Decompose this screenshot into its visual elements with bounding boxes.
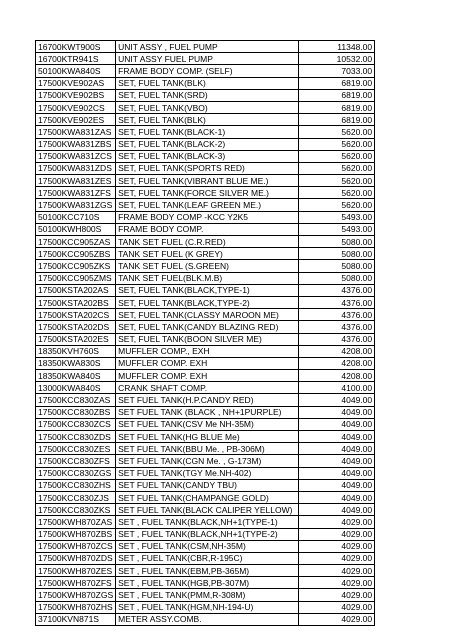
description-cell: SET , FUEL TANK(BLACK,NH+1(TYPE-1) [116, 516, 299, 528]
table-row [36, 516, 375, 528]
table-row [36, 236, 375, 248]
description-cell: SET, FUEL TANK(BLACK-2) [116, 138, 299, 150]
description-cell: SET, FUEL TANK(SPORTS RED) [116, 162, 299, 174]
part-number-cell: 17500KCC905ZKS [36, 260, 116, 272]
part-number-cell: 17500KWH870ZCS [36, 540, 116, 552]
table-row [36, 53, 375, 65]
table-row [36, 455, 375, 467]
price-cell: 5620.00 [299, 126, 375, 138]
description-cell: SET, FUEL TANK(BLACK,TYPE-2) [116, 296, 299, 308]
price-cell: 4049.00 [299, 491, 375, 503]
part-number-cell: 17500KCC905ZMS [36, 272, 116, 284]
table-row [36, 41, 375, 53]
price-cell: 5620.00 [299, 162, 375, 174]
part-number-cell: 17500KCC830ZFS [36, 455, 116, 467]
table-row [36, 138, 375, 150]
part-number-cell: 18350KWA830S [36, 357, 116, 369]
price-cell: 6819.00 [299, 114, 375, 126]
table-row [36, 260, 375, 272]
table-row [36, 101, 375, 113]
part-number-cell: 17500KCC905ZBS [36, 248, 116, 260]
table-row [36, 309, 375, 321]
price-cell: 5080.00 [299, 236, 375, 248]
price-cell: 10532.00 [299, 53, 375, 65]
description-cell: SET , FUEL TANK(HGM,NH-194-U) [116, 601, 299, 613]
description-cell: SET , FUEL TANK(PMM,R-308M) [116, 589, 299, 601]
part-number-cell: 37100KVN871S [36, 613, 116, 625]
price-cell: 4208.00 [299, 370, 375, 382]
part-number-cell: 16700KWT900S [36, 41, 116, 53]
price-cell: 4029.00 [299, 540, 375, 552]
price-cell: 4049.00 [299, 467, 375, 479]
price-cell: 4049.00 [299, 443, 375, 455]
part-number-cell: 17500KSTA202ES [36, 333, 116, 345]
table-row [36, 211, 375, 223]
table-row [36, 431, 375, 443]
part-number-cell: 17500KWH870ZBS [36, 528, 116, 540]
table-row [36, 552, 375, 564]
price-cell: 5080.00 [299, 272, 375, 284]
parts-table-body [36, 41, 375, 626]
description-cell: MUFFLER COMP. EXH [116, 370, 299, 382]
description-cell: SET FUEL TANK(CHAMPANGE GOLD) [116, 491, 299, 503]
description-cell: SET, FUEL TANK(BLACK-3) [116, 150, 299, 162]
price-cell: 5080.00 [299, 248, 375, 260]
table-row [36, 175, 375, 187]
description-cell: TANK SET FUEL (K GREY) [116, 248, 299, 260]
table-row [36, 296, 375, 308]
description-cell: SET , FUEL TANK(HGB,PB-307M) [116, 577, 299, 589]
part-number-cell: 17500KCC830ZCS [36, 418, 116, 430]
table-row [36, 370, 375, 382]
description-cell: SET, FUEL TANK(LEAF GREEN ME.) [116, 199, 299, 211]
part-number-cell: 17500KWA831ZES [36, 175, 116, 187]
table-row [36, 223, 375, 235]
price-cell: 11348.00 [299, 41, 375, 53]
description-cell: CRANK SHAFT COMP. [116, 382, 299, 394]
price-cell: 4029.00 [299, 589, 375, 601]
price-cell: 5620.00 [299, 199, 375, 211]
table-row [36, 540, 375, 552]
price-cell: 4049.00 [299, 431, 375, 443]
description-cell: SET, FUEL TANK(CLASSY MAROON ME) [116, 309, 299, 321]
description-cell: SET FUEL TANK(TGY Me.NH-402) [116, 467, 299, 479]
description-cell: SET FUEL TANK(CANDY TBU) [116, 479, 299, 491]
description-cell: FRAME BODY COMP -KCC Y2K5 [116, 211, 299, 223]
table-row [36, 565, 375, 577]
description-cell: SET, FUEL TANK(BOON SILVER ME) [116, 333, 299, 345]
description-cell: SET, FUEL TANK(FORCE SILVER ME.) [116, 187, 299, 199]
price-cell: 4208.00 [299, 357, 375, 369]
part-number-cell: 17500KWH870ZHS [36, 601, 116, 613]
part-number-cell: 17500KWA831ZCS [36, 150, 116, 162]
description-cell: UNIT ASSY FUEL PUMP [116, 53, 299, 65]
description-cell: SET FUEL TANK(H.P.CANDY RED) [116, 394, 299, 406]
table-row [36, 613, 375, 625]
description-cell: TANK SET FUEL(BLK.M.B) [116, 272, 299, 284]
part-number-cell: 17500KWA831ZAS [36, 126, 116, 138]
description-cell: SET, FUEL TANK(BLACK-1) [116, 126, 299, 138]
part-number-cell: 17500KWH870ZDS [36, 552, 116, 564]
description-cell: FRAME BODY COMP. [116, 223, 299, 235]
description-cell: SET FUEL TANK(CSV Me NH-35M) [116, 418, 299, 430]
table-row [36, 443, 375, 455]
table-row [36, 394, 375, 406]
part-number-cell: 17500KCC830ZBS [36, 406, 116, 418]
part-number-cell: 17500KWA831ZDS [36, 162, 116, 174]
price-cell: 4376.00 [299, 321, 375, 333]
price-cell: 5620.00 [299, 175, 375, 187]
table-row [36, 199, 375, 211]
description-cell: SET , FUEL TANK(CSM,NH-35M) [116, 540, 299, 552]
price-cell: 4208.00 [299, 345, 375, 357]
table-row [36, 77, 375, 89]
price-cell: 4376.00 [299, 309, 375, 321]
part-number-cell: 17500KVE902CS [36, 101, 116, 113]
part-number-cell: 17500KSTA202DS [36, 321, 116, 333]
description-cell: UNIT ASSY , FUEL PUMP [116, 41, 299, 53]
part-number-cell: 17500KCC830ZDS [36, 431, 116, 443]
table-row [36, 418, 375, 430]
part-number-cell: 17500KSTA202BS [36, 296, 116, 308]
table-row [36, 528, 375, 540]
parts-price-table [35, 40, 375, 626]
table-row [36, 321, 375, 333]
price-cell: 4376.00 [299, 296, 375, 308]
table-row [36, 150, 375, 162]
part-number-cell: 17500KVE902AS [36, 77, 116, 89]
description-cell: SET, FUEL TANK(VBO) [116, 101, 299, 113]
price-cell: 4100.00 [299, 382, 375, 394]
price-cell: 4049.00 [299, 394, 375, 406]
description-cell: MUFFLER COMP. EXH [116, 357, 299, 369]
table-row [36, 382, 375, 394]
table-row [36, 333, 375, 345]
table-row [36, 491, 375, 503]
table-row [36, 114, 375, 126]
description-cell: SET, FUEL TANK(BLACK,TYPE-1) [116, 284, 299, 296]
price-cell: 5493.00 [299, 211, 375, 223]
price-cell: 4049.00 [299, 479, 375, 491]
price-cell: 4049.00 [299, 455, 375, 467]
part-number-cell: 17500KWA831ZBS [36, 138, 116, 150]
description-cell: SET FUEL TANK(HG BLUE Me) [116, 431, 299, 443]
description-cell: SET, FUEL TANK(SRD) [116, 89, 299, 101]
table-row [36, 89, 375, 101]
table-row [36, 406, 375, 418]
table-row [36, 504, 375, 516]
part-number-cell: 13000KWA840S [36, 382, 116, 394]
table-row [36, 357, 375, 369]
description-cell: SET, FUEL TANK(VIBRANT BLUE ME.) [116, 175, 299, 187]
part-number-cell: 50100KCC710S [36, 211, 116, 223]
price-cell: 4049.00 [299, 418, 375, 430]
price-cell: 4029.00 [299, 577, 375, 589]
table-row [36, 467, 375, 479]
description-cell: SET , FUEL TANK(CBR,R-195C) [116, 552, 299, 564]
part-number-cell: 16700KTR941S [36, 53, 116, 65]
table-row [36, 248, 375, 260]
part-number-cell: 50100KWH800S [36, 223, 116, 235]
price-cell: 4029.00 [299, 516, 375, 528]
part-number-cell: 17500KCC830ZHS [36, 479, 116, 491]
table-row [36, 162, 375, 174]
price-cell: 6819.00 [299, 77, 375, 89]
part-number-cell: 17500KVE902BS [36, 89, 116, 101]
part-number-cell: 50100KWA840S [36, 65, 116, 77]
price-cell: 5080.00 [299, 260, 375, 272]
description-cell: MUFFLER COMP., EXH [116, 345, 299, 357]
table-row [36, 284, 375, 296]
part-number-cell: 17500KCC830ZES [36, 443, 116, 455]
price-cell: 6819.00 [299, 101, 375, 113]
price-cell: 4029.00 [299, 613, 375, 625]
price-cell: 4376.00 [299, 333, 375, 345]
table-row [36, 272, 375, 284]
part-number-cell: 17500KVE902ES [36, 114, 116, 126]
price-cell: 4029.00 [299, 565, 375, 577]
price-cell: 5620.00 [299, 138, 375, 150]
price-cell: 4029.00 [299, 528, 375, 540]
part-number-cell: 17500KCC830ZAS [36, 394, 116, 406]
part-number-cell: 17500KWA831ZFS [36, 187, 116, 199]
table-row [36, 65, 375, 77]
price-cell: 6819.00 [299, 89, 375, 101]
description-cell: SET, FUEL TANK(BLK) [116, 114, 299, 126]
part-number-cell: 17500KCC830ZGS [36, 467, 116, 479]
price-cell: 5493.00 [299, 223, 375, 235]
description-cell: SET, FUEL TANK(BLK) [116, 77, 299, 89]
table-row [36, 345, 375, 357]
description-cell: SET , FUEL TANK(BLACK,NH+1(TYPE-2) [116, 528, 299, 540]
table-row [36, 126, 375, 138]
part-number-cell: 18350KWA840S [36, 370, 116, 382]
part-number-cell: 17500KWH870ZAS [36, 516, 116, 528]
part-number-cell: 17500KCC830ZKS [36, 504, 116, 516]
description-cell: SET FUEL TANK(BLACK CALIPER YELLOW) [116, 504, 299, 516]
table-row [36, 187, 375, 199]
price-cell: 5620.00 [299, 187, 375, 199]
table-row [36, 479, 375, 491]
description-cell: SET , FUEL TANK(EBM,PB-365M) [116, 565, 299, 577]
description-cell: SET FUEL TANK(BBU Me. , PB-306M) [116, 443, 299, 455]
price-cell: 4049.00 [299, 504, 375, 516]
part-number-cell: 18350KVH760S [36, 345, 116, 357]
part-number-cell: 17500KCC905ZAS [36, 236, 116, 248]
description-cell: SET FUEL TANK (BLACK , NH+1PURPLE) [116, 406, 299, 418]
description-cell: SET FUEL TANK(CGN Me. , G-173M) [116, 455, 299, 467]
part-number-cell: 17500KWA831ZGS [36, 199, 116, 211]
table-row [36, 601, 375, 613]
price-cell: 7033.00 [299, 65, 375, 77]
part-number-cell: 17500KCC830ZJS [36, 491, 116, 503]
price-cell: 4049.00 [299, 406, 375, 418]
price-cell: 4029.00 [299, 601, 375, 613]
price-cell: 4029.00 [299, 552, 375, 564]
description-cell: TANK SET FUEL (C.R.RED) [116, 236, 299, 248]
table-row [36, 577, 375, 589]
price-cell: 4376.00 [299, 284, 375, 296]
description-cell: TANK SET FUEL (S.GREEN) [116, 260, 299, 272]
part-number-cell: 17500KWH870ZES [36, 565, 116, 577]
description-cell: SET, FUEL TANK(CANDY BLAZING RED) [116, 321, 299, 333]
part-number-cell: 17500KWH870ZFS [36, 577, 116, 589]
price-cell: 5620.00 [299, 150, 375, 162]
table-row [36, 589, 375, 601]
part-number-cell: 17500KWH870ZGS [36, 589, 116, 601]
part-number-cell: 17500KSTA202AS [36, 284, 116, 296]
part-number-cell: 17500KSTA202CS [36, 309, 116, 321]
description-cell: METER ASSY.COMB. [116, 613, 299, 625]
description-cell: FRAME BODY COMP. (SELF) [116, 65, 299, 77]
